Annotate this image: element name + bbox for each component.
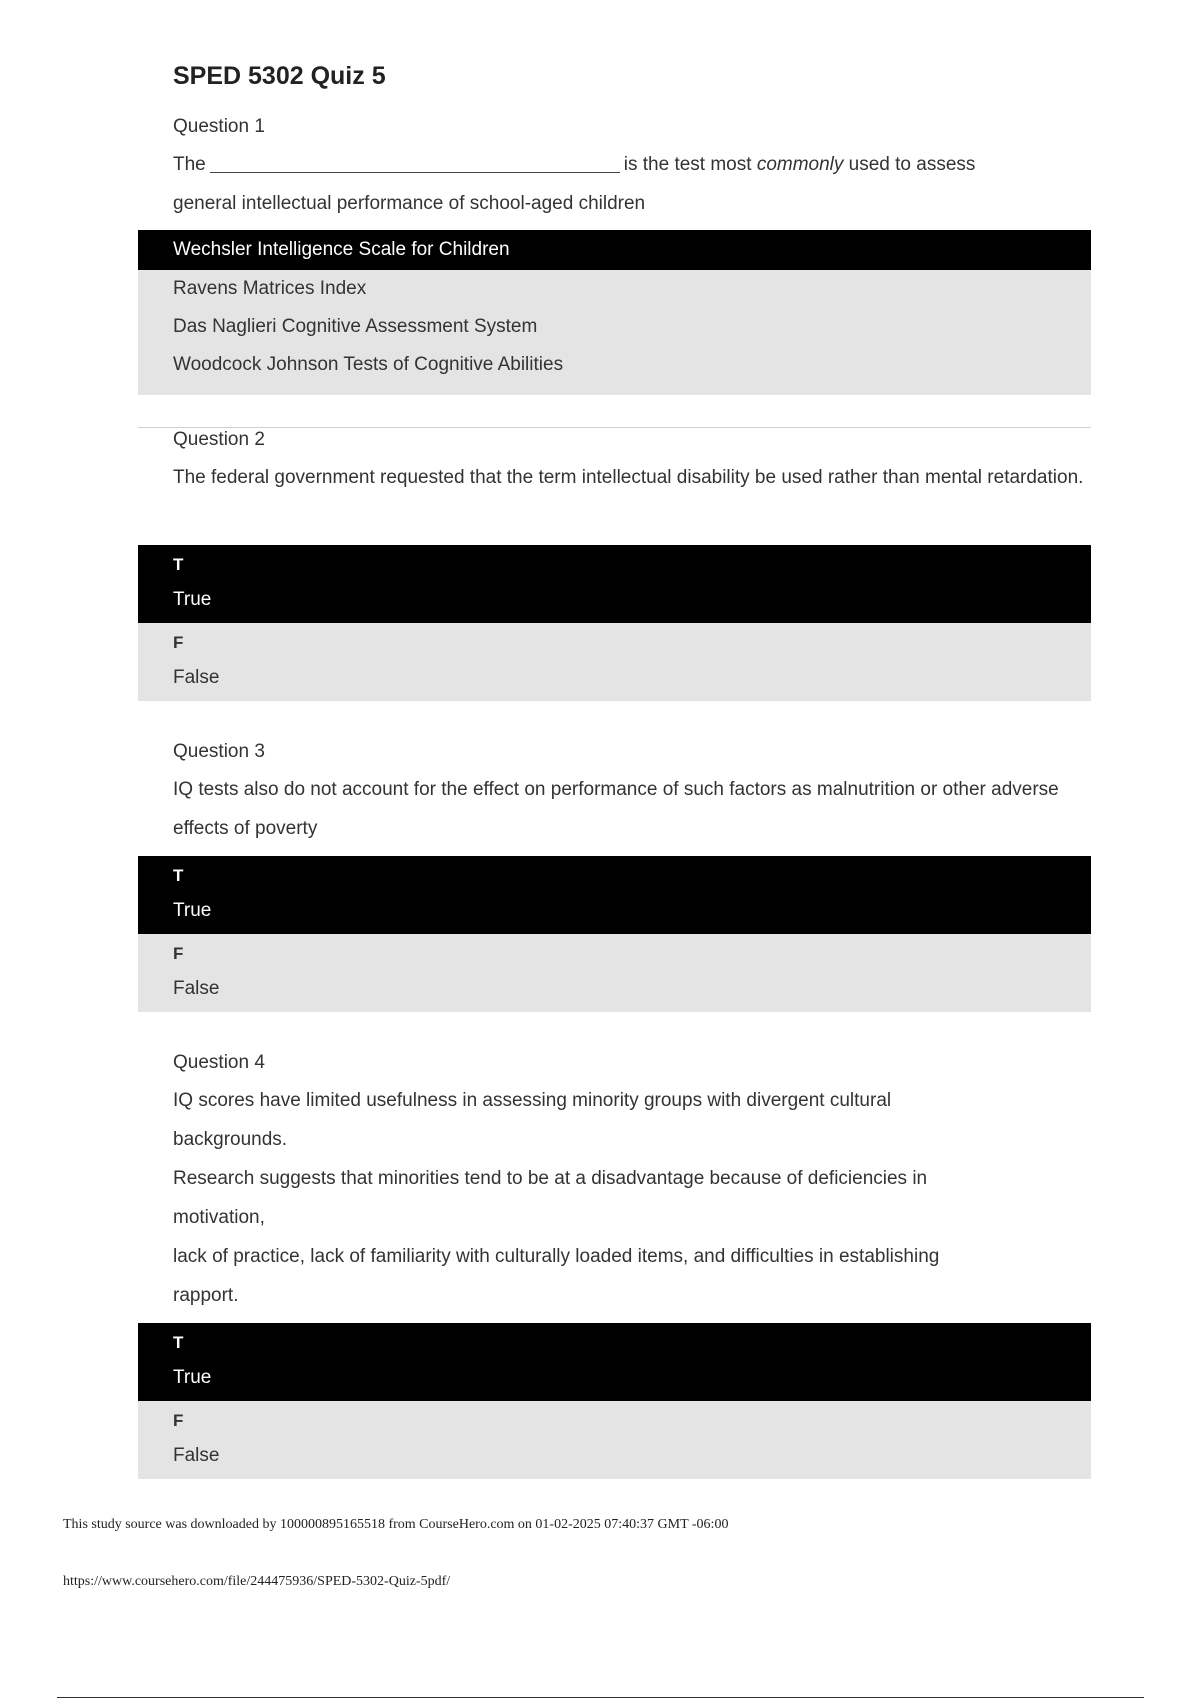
option-letter: T <box>173 555 184 574</box>
question-2-text: The federal government requested that the term intellectual disability be used rather than mental retardation. <box>173 467 1084 488</box>
question-1-text-line-2: general intellectual performance of school-aged children <box>173 193 646 214</box>
question-2-label: Question 2 <box>173 429 265 450</box>
question-4-label: Question 4 <box>173 1052 265 1073</box>
question-2-answer-options <box>138 545 1091 701</box>
question-1-label: Question 1 <box>173 116 265 137</box>
answer-option-false[interactable] <box>138 934 1091 1012</box>
answer-option-true-selected[interactable] <box>138 856 1091 934</box>
fill-in-blank <box>210 152 620 173</box>
answer-option-false[interactable] <box>138 623 1091 701</box>
question-3-label: Question 3 <box>173 741 265 762</box>
answer-option[interactable]: Das Naglieri Cognitive Assessment System <box>173 316 538 337</box>
question-1-text <box>173 145 1093 223</box>
option-text: False <box>173 978 220 999</box>
option-letter: T <box>173 1333 184 1352</box>
section-divider <box>138 427 1091 428</box>
answer-option-true-selected[interactable] <box>138 545 1091 623</box>
answer-option[interactable]: Woodcock Johnson Tests of Cognitive Abilities <box>173 354 564 375</box>
question-1-text-line-1: The is the test most commonly used to assess <box>173 154 976 175</box>
option-letter: F <box>173 633 184 652</box>
answer-option-true-selected[interactable] <box>138 1323 1091 1401</box>
download-notice: This study source was downloaded by 100000895165518 from CourseHero.com on 01-02-2025 07:40:37 GMT -06:00 <box>63 1517 729 1532</box>
document-title: SPED 5302 Quiz 5 <box>173 62 386 90</box>
option-text: True <box>173 900 212 921</box>
option-text: True <box>173 1367 212 1388</box>
question-4-text-line: IQ scores have limited usefulness in assessing minority groups with divergent cultural <box>173 1090 892 1111</box>
question-4-text-line: lack of practice, lack of familiarity with culturally loaded items, and difficulties in establishing <box>173 1246 940 1267</box>
question-1-answer-options <box>138 230 1091 395</box>
option-text: False <box>173 1445 220 1466</box>
option-text: False <box>173 667 220 688</box>
answer-option[interactable]: Ravens Matrices Index <box>173 278 367 299</box>
answer-option-false[interactable] <box>138 1401 1091 1479</box>
question-4-text-line: backgrounds. <box>173 1129 288 1150</box>
option-letter: F <box>173 1411 184 1430</box>
option-letter: F <box>173 944 184 963</box>
question-4-text-line: Research suggests that minorities tend to be at a disadvantage because of deficiencies in <box>173 1168 928 1189</box>
question-4-answer-options <box>138 1323 1091 1479</box>
option-letter: T <box>173 866 184 885</box>
source-url[interactable]: https://www.coursehero.com/file/244475936/SPED-5302-Quiz-5pdf/ <box>63 1574 451 1589</box>
page-bottom-rule <box>57 1697 1144 1698</box>
question-4-text-line: motivation, <box>173 1207 265 1228</box>
question-3-answer-options <box>138 856 1091 1012</box>
question-3-text: IQ tests also do not account for the effect on performance of such factors as malnutrition or other adverse effects of poverty <box>173 779 1059 839</box>
question-4-text <box>173 1081 1093 1315</box>
answer-option-selected[interactable]: Wechsler Intelligence Scale for Children <box>138 230 1091 270</box>
emphasis-text: commonly <box>756 154 844 175</box>
option-text: True <box>173 589 212 610</box>
question-4-text-line: rapport. <box>173 1285 239 1306</box>
